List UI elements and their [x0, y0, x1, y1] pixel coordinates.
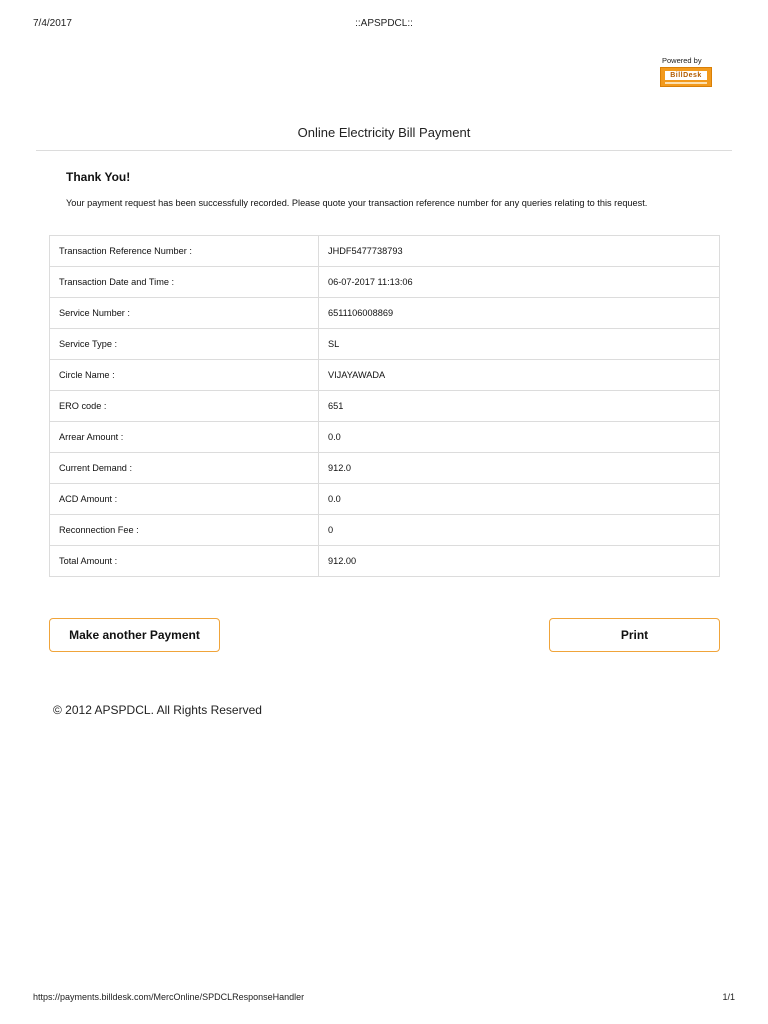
powered-by-billdesk — [660, 56, 716, 87]
row-label: Service Number : — [50, 298, 319, 329]
billdesk-logo-strip — [665, 82, 707, 84]
table-row — [50, 298, 720, 329]
row-label: Transaction Date and Time : — [50, 267, 319, 298]
row-value: 651 — [319, 391, 720, 422]
page-title: Online Electricity Bill Payment — [297, 125, 471, 140]
copyright-notice: © 2012 APSPDCL. All Rights Reserved — [53, 703, 262, 717]
table-row — [50, 267, 720, 298]
make-another-payment-button[interactable]: Make another Payment — [49, 618, 220, 652]
billdesk-logo — [660, 67, 712, 87]
row-label: Arrear Amount : — [50, 422, 319, 453]
thank-you-heading: Thank You! — [66, 170, 131, 184]
heading-divider — [36, 150, 732, 151]
row-value: 912.0 — [319, 453, 720, 484]
table-row — [50, 236, 720, 267]
powered-by-label: Powered by — [662, 56, 702, 65]
row-value: 06-07-2017 11:13:06 — [319, 267, 720, 298]
print-page-count: 1/1 — [722, 992, 735, 1002]
print-button[interactable]: Print — [549, 618, 720, 652]
table-row — [50, 453, 720, 484]
row-label: Transaction Reference Number : — [50, 236, 319, 267]
row-label: Total Amount : — [50, 546, 319, 577]
table-row — [50, 546, 720, 577]
row-label: ERO code : — [50, 391, 319, 422]
row-label: Current Demand : — [50, 453, 319, 484]
row-value: 0.0 — [319, 422, 720, 453]
table-row — [50, 484, 720, 515]
row-label: ACD Amount : — [50, 484, 319, 515]
row-label: Service Type : — [50, 329, 319, 360]
transaction-details-table — [49, 235, 720, 577]
table-row — [50, 329, 720, 360]
row-value: 0 — [319, 515, 720, 546]
table-row — [50, 422, 720, 453]
row-value: JHDF5477738793 — [319, 236, 720, 267]
row-label: Reconnection Fee : — [50, 515, 319, 546]
billdesk-logo-text: BillDesk — [665, 71, 707, 80]
table-row — [50, 391, 720, 422]
print-page-url: https://payments.billdesk.com/MercOnline/SPDCLResponseHandler — [33, 992, 305, 1002]
table-row — [50, 360, 720, 391]
row-value: 0.0 — [319, 484, 720, 515]
table-row — [50, 515, 720, 546]
row-label: Circle Name : — [50, 360, 319, 391]
print-footer — [33, 992, 735, 1006]
confirmation-message: Your payment request has been successfully recorded. Please quote your transaction reference number for any queries relating to this request. — [66, 198, 648, 208]
row-value: 6511106008869 — [319, 298, 720, 329]
row-value: 912.00 — [319, 546, 720, 577]
row-value: SL — [319, 329, 720, 360]
row-value: VIJAYAWADA — [319, 360, 720, 391]
print-page-title: ::APSPDCL:: — [355, 18, 413, 29]
print-date: 7/4/2017 — [33, 18, 72, 29]
print-header — [33, 18, 735, 32]
